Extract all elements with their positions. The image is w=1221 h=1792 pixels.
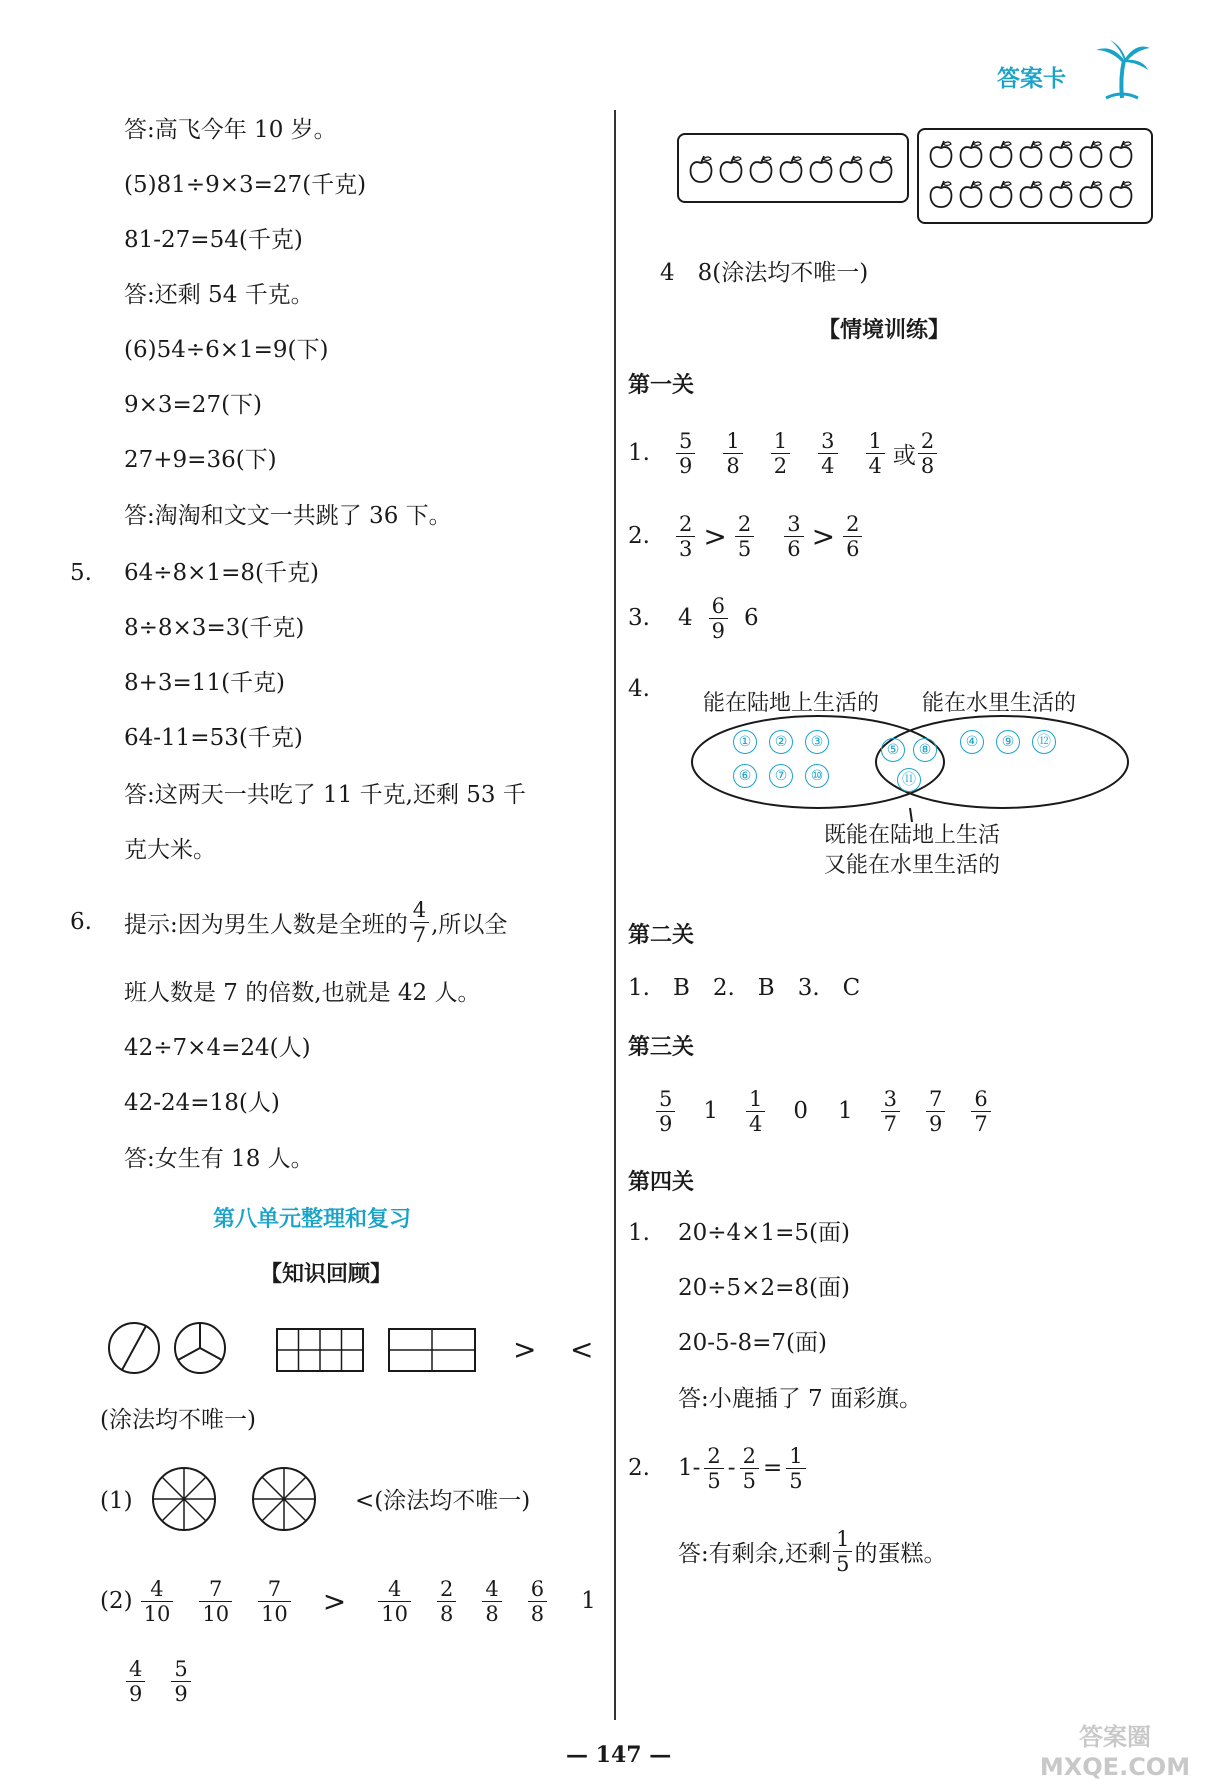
fraction: $\frac{1}{8}$ [723, 429, 742, 478]
fraction: $\frac{3}{6}$ [784, 512, 803, 561]
equals: = [762, 1455, 783, 1481]
fraction: $\frac{7}{10}$ [199, 1577, 232, 1626]
s1-q3 [628, 590, 759, 646]
circle-halves-figure [106, 1320, 162, 1376]
venn-item: ⑩ [805, 764, 829, 788]
q5-line-b: 8÷8×3=3(千克) [124, 615, 305, 641]
value: 1 [703, 1098, 719, 1124]
page-number: — 147 — [566, 1742, 672, 1768]
line-3: 81-27=54(千克) [124, 227, 303, 253]
fraction: $\frac{6}{8}$ [528, 1577, 547, 1626]
compare-lt: < [570, 1333, 594, 1366]
q6-line-c: 42÷7×4=24(人) [124, 1035, 311, 1061]
apple-icon [931, 181, 952, 207]
line-2: (5)81÷9×3=27(千克) [124, 172, 367, 198]
fraction: $\frac{7}{10}$ [258, 1577, 291, 1626]
fraction: $\frac{2}{8}$ [918, 429, 937, 478]
venn-right-label: 能在水里生活的 [922, 691, 1077, 716]
stage-1: 第一关 [628, 373, 695, 398]
venn-item: ⑧ [913, 738, 937, 762]
q6-number: 6. [70, 909, 92, 935]
apple-icon [1021, 141, 1042, 167]
compare-gt: > [513, 1333, 537, 1366]
line-8: 答:淘淘和文文一共跳了 36 下。 [124, 503, 452, 529]
circle-eighths-figure-2 [250, 1465, 318, 1533]
apple-icon [1051, 181, 1072, 207]
apple-icon [841, 156, 862, 182]
q-number: 2. [628, 1455, 650, 1481]
unit-title: 第八单元整理和复习 [213, 1207, 412, 1232]
venn-item: ① [733, 730, 757, 754]
venn-bottom-label-2: 又能在水里生活的 [824, 853, 1001, 878]
venn-left-items [733, 730, 833, 788]
q5-line-d: 64-11=53(千克) [124, 725, 303, 751]
palm-tree-icon [1092, 38, 1152, 100]
fraction: $\frac{1}{2}$ [771, 429, 790, 478]
fraction: $\frac{1}{4}$ [866, 429, 885, 478]
venn-item: ② [769, 730, 793, 754]
fraction: $\frac{3}{7}$ [881, 1087, 900, 1136]
fraction: $\frac{5}{9}$ [656, 1087, 675, 1136]
value: 0 [793, 1098, 809, 1124]
s4-q1-number: 1. [628, 1220, 650, 1246]
s4-q1-d: 答:小鹿插了 7 面彩旗。 [678, 1386, 923, 1412]
apple-icon [871, 156, 892, 182]
fraction: $\frac{5}{9}$ [171, 1657, 190, 1706]
apple-icon [1051, 141, 1072, 167]
rectangle-split-figure [388, 1328, 476, 1372]
venn-item: ⑫ [1032, 730, 1056, 754]
venn-item: ⑥ [733, 764, 757, 788]
stage-3-answers [648, 1083, 999, 1139]
fraction: $\frac{4}{8}$ [482, 1577, 501, 1626]
s4-q1-b: 20÷5×2=8(面) [678, 1275, 850, 1301]
fraction: $\frac{4}{9}$ [126, 1657, 145, 1706]
q-number: 3. [628, 605, 650, 631]
apple-icon [811, 156, 832, 182]
venn-item: ⑤ [881, 738, 905, 762]
p2-fracs-a [133, 1577, 299, 1626]
venn-item: ⑦ [769, 764, 793, 788]
apple-icon [961, 181, 982, 207]
header-title: 答案卡 [997, 66, 1066, 92]
s1-q4-number: 4. [628, 676, 650, 702]
q6-line-b: 班人数是 7 的倍数,也就是 42 人。 [124, 980, 481, 1006]
fraction: $\frac{4}{7}$ [410, 898, 429, 947]
venn-right-items [960, 730, 1056, 754]
p2-label: (2) [100, 1588, 133, 1614]
answer-48: 4 8(涂法均不唯一) [660, 260, 869, 286]
line-1: 答:高飞今年 10 岁。 [124, 117, 337, 143]
p2-row [100, 1573, 596, 1629]
fraction: $\frac{2}{5}$ [704, 1444, 723, 1493]
s4-q1-c: 20-5-8=7(面) [678, 1330, 827, 1356]
fraction: $\frac{2}{5}$ [735, 512, 754, 561]
circle-eighths-figure-1 [150, 1465, 218, 1533]
apple-icon [991, 181, 1012, 207]
venn-bottom-label-1: 既能在陆地上生活 [824, 823, 1001, 848]
s1-q2 [628, 508, 870, 564]
q6-line-e: 答:女生有 18 人。 [124, 1146, 314, 1172]
fraction: $\frac{3}{4}$ [818, 429, 837, 478]
fraction: $\frac{2}{5}$ [740, 1444, 759, 1493]
apple-box-2 [917, 128, 1153, 224]
p1-label: (1) [100, 1488, 133, 1514]
gt: > [703, 519, 727, 553]
s1q1-fracs [668, 429, 893, 478]
apple-icon [1081, 141, 1102, 167]
answer-pre: 答:有剩余,还剩 [678, 1540, 832, 1567]
apple-box-1 [677, 133, 909, 203]
apple-icon [1081, 181, 1102, 207]
q5-line-c: 8+3=11(千克) [124, 670, 286, 696]
p2-fracs-c [118, 1653, 199, 1709]
fraction: $\frac{7}{9}$ [926, 1087, 945, 1136]
q6-line-d: 42-24=18(人) [124, 1090, 280, 1116]
fraction: $\frac{1}{5}$ [786, 1444, 805, 1493]
apple-icon [961, 141, 982, 167]
column-divider [614, 110, 616, 1720]
q5-line-e: 答:这两天一共吃了 11 千克,还剩 53 千 [124, 782, 526, 808]
apple-icon [931, 141, 952, 167]
fraction: $\frac{5}{9}$ [676, 429, 695, 478]
line-4: 答:还剩 54 千克。 [124, 282, 314, 308]
apple-icon [991, 141, 1012, 167]
q5-line-a: 64÷8×1=8(千克) [124, 560, 319, 586]
apple-rows [919, 130, 1151, 222]
fraction: $\frac{6}{7}$ [971, 1087, 990, 1136]
q6-line-a [124, 895, 507, 949]
venn-item: ④ [960, 730, 984, 754]
s4-q1-a: 20÷4×1=5(面) [678, 1220, 850, 1246]
apple-row [679, 135, 907, 201]
line-7: 27+9=36(下) [124, 447, 277, 473]
apple-icon [781, 156, 802, 182]
line-5: (6)54÷6×1=9(下) [124, 337, 329, 363]
review-title: 【知识回顾】 [260, 1262, 393, 1287]
apple-icon [751, 156, 772, 182]
fraction: $\frac{4}{10}$ [141, 1577, 174, 1626]
apple-icon [691, 156, 712, 182]
value: 6 [744, 605, 759, 631]
venn-item: ⑪ [897, 768, 921, 792]
p1-note: <(涂法均不唯一) [355, 1488, 531, 1514]
fraction: $\frac{2}{6}$ [843, 512, 862, 561]
fraction: $\frac{6}{9}$ [709, 594, 728, 643]
venn-item: ③ [805, 730, 829, 754]
training-title: 【情境训练】 [818, 318, 951, 343]
apple-icon [1021, 181, 1042, 207]
s4-q2 [628, 1440, 810, 1496]
s4-q2-answer [678, 1523, 946, 1579]
stage-4: 第四关 [628, 1170, 695, 1195]
q6-post: ,所以全 [431, 911, 508, 938]
stage-2-answers: 1. B 2. B 3. C [628, 975, 861, 1001]
q-number: 1. [628, 440, 650, 466]
apple-icon [1111, 181, 1132, 207]
fraction: $\frac{2}{3}$ [676, 512, 695, 561]
venn-item: ⑨ [996, 730, 1020, 754]
value: 4 [678, 605, 693, 631]
stage-3: 第三关 [628, 1035, 695, 1060]
q5-number: 5. [70, 560, 92, 586]
gt: > [811, 519, 836, 553]
watermark: 答案圈 MXQE.COM [1039, 1723, 1191, 1781]
venn-mid-items [876, 738, 942, 792]
s1-q1 [628, 425, 939, 481]
minus: - [727, 1455, 736, 1481]
apple-icon [721, 156, 742, 182]
rectangle-grid-figure [276, 1328, 364, 1372]
answer-post: 的蛋糕。 [854, 1540, 947, 1567]
q6-pre: 提示:因为男生人数是全班的 [124, 911, 408, 938]
or-text: 或 [892, 442, 916, 469]
fraction: $\frac{1}{4}$ [746, 1087, 765, 1136]
q-number: 2. [628, 523, 650, 549]
p2-gt: > [322, 1584, 347, 1618]
stage-2: 第二关 [628, 923, 695, 948]
circle-thirds-figure [172, 1320, 228, 1376]
p2-fracs-b [370, 1577, 555, 1626]
line-6: 9×3=27(下) [124, 392, 263, 418]
apple-icon [1111, 141, 1132, 167]
q5-line-f: 克大米。 [124, 837, 216, 863]
fraction: $\frac{4}{10}$ [378, 1577, 411, 1626]
value: 1- [678, 1455, 701, 1481]
note-1: (涂法均不唯一) [100, 1407, 256, 1433]
p2-one: 1 [581, 1588, 596, 1614]
value: 1 [838, 1098, 853, 1124]
fraction: $\frac{2}{8}$ [437, 1577, 456, 1626]
venn-left-label: 能在陆地上生活的 [703, 691, 880, 716]
fraction: $\frac{1}{5}$ [833, 1527, 852, 1576]
